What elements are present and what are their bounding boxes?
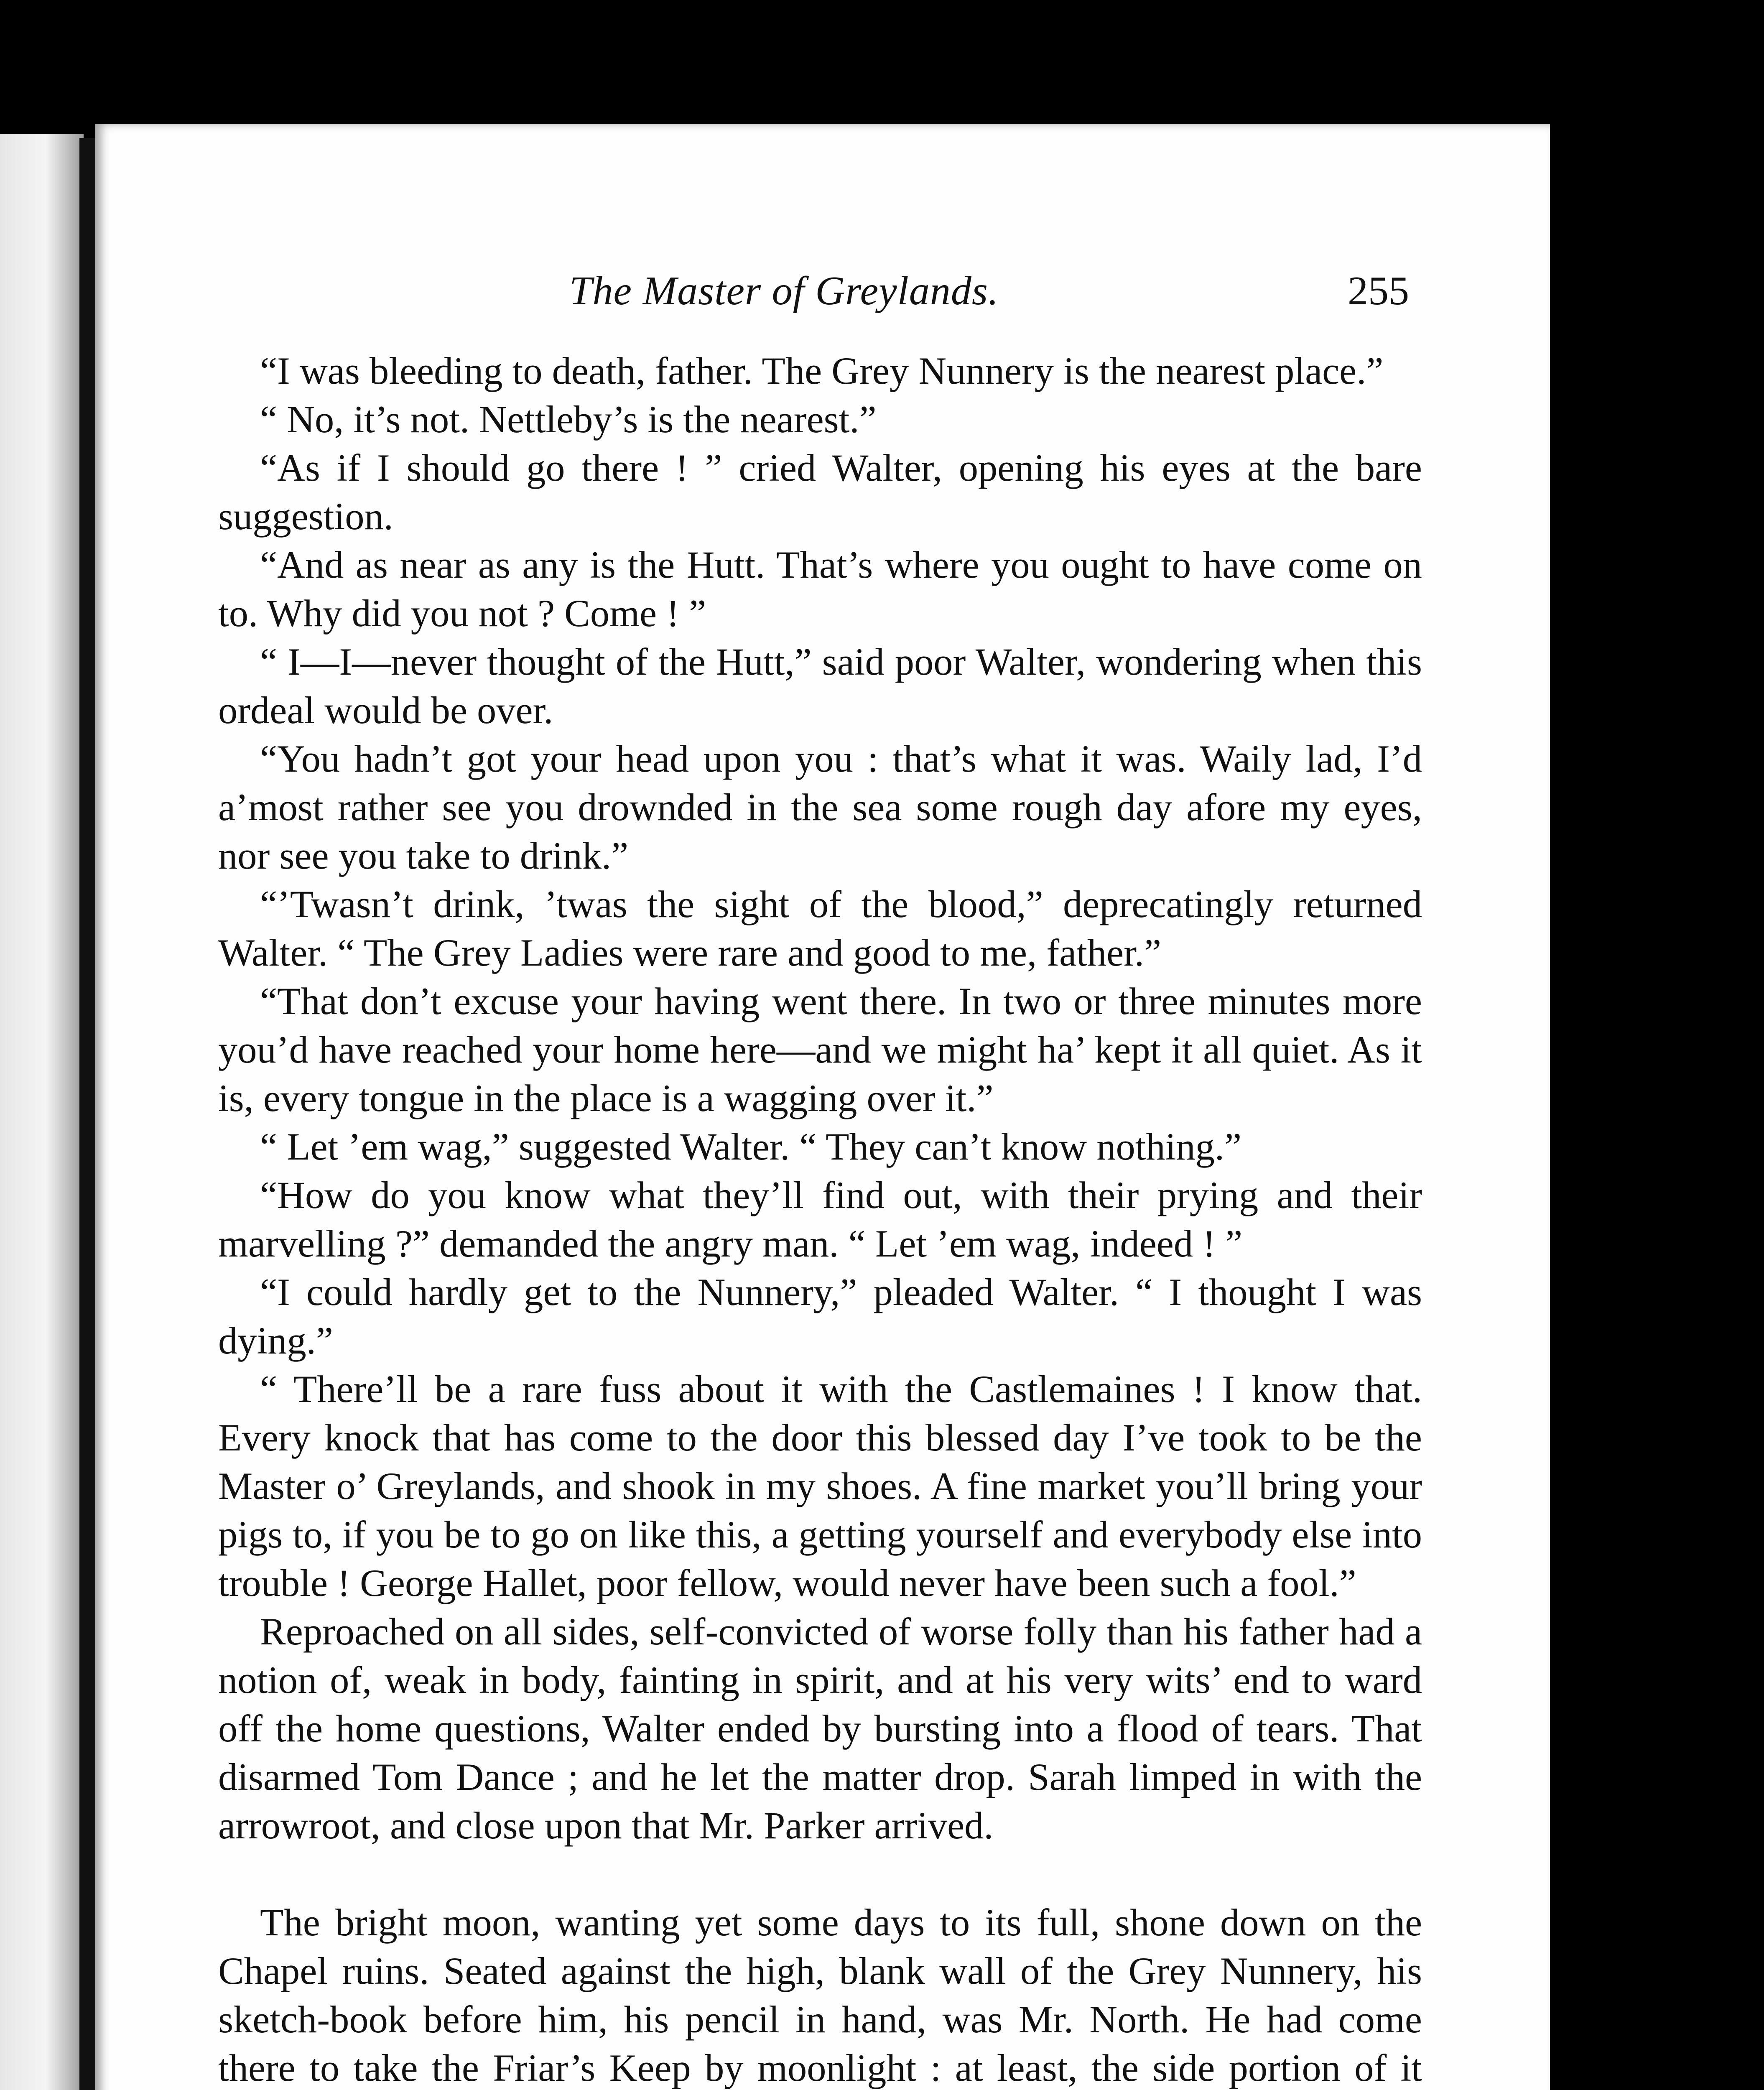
running-title: The Master of Greylands. [569, 268, 999, 314]
paragraph: “ No, it’s not. Nettleby’s is the nearest.” [260, 398, 877, 441]
paragraph: “ I—I—never thought of the Hutt,” said poor Walter, wondering when this ordeal would be over. [218, 641, 1422, 732]
page-number: 255 [1348, 268, 1409, 314]
paragraph: “I could hardly get to the Nunnery,” pleaded Walter. “ I thought I was dying.” [218, 1271, 1422, 1362]
paragraph: “ Let ’em wag,” suggested Walter. “ They can’t know nothing.” [260, 1126, 1242, 1168]
paragraph: “ There’ll be a rare fuss about it with the Castlemaines ! I know that. Every knock that has come to the door this blessed day I’ve took to be the Master o’ Greylands, and shook in my shoes. A fine market you’ll bring your pigs to, if you be to go on like this, a getting yourself and everybody else into trouble ! George Hallet, poor fellow, would never have been such a fool.” [218, 1368, 1422, 1605]
paragraph: The bright moon, wanting yet some days to its full, shone down on the Chapel ruins. Seated against the high, blank wall of the Grey Nunnery, his sketch-book before him, his pencil in hand, was Mr. North. He had come there to take the Friar’s Keep by moonlight : at least, the side portion of it [218, 1901, 1422, 2090]
body-text [218, 347, 1422, 2090]
paragraph: “’Twasn’t drink, ’twas the sight of the blood,” deprecatingly returned Walter. “ The Grey Ladies were rare and good to me, father.” [218, 883, 1422, 974]
paragraph: “As if I should go there ! ” cried Walter, opening his eyes at the bare suggestion. [218, 447, 1422, 538]
paragraph: “How do you know what they’ll find out, with their prying and their marvelling ?” demanded the angry man. “ Let ’em wag, indeed ! ” [218, 1174, 1422, 1265]
facing-page-edge [0, 134, 84, 2090]
paragraph: “That don’t excuse your having went there. In two or three minutes more you’d have reached your home here—and we might ha’ kept it all quiet. As it is, every tongue in the place is a wagging over it.” [218, 980, 1422, 1120]
paragraph: “You hadn’t got your head upon you : that’s what it was. Waily lad, I’d a’most rather see you drownded in the sea some rough day afore my eyes, nor see you take to drink.” [218, 738, 1422, 877]
paragraph: Reproached on all sides, self-convicted of worse folly than his father had a notion of, weak in body, fainting in spirit, and at his very wits’ end to ward off the home questions, Walter ended by bursting into a flood of tears. That disarmed Tom Dance ; and he let the matter drop. Sarah limped in with the arrowroot, and close upon that Mr. Parker arrived. [218, 1611, 1422, 1847]
paragraph: “And as near as any is the Hutt. That’s where you ought to have come on to. Why did you not ? Come ! ” [218, 544, 1422, 635]
paragraph: “I was bleeding to death, father. The Grey Nunnery is the nearest place.” [260, 350, 1384, 393]
book-gutter [79, 138, 96, 2090]
